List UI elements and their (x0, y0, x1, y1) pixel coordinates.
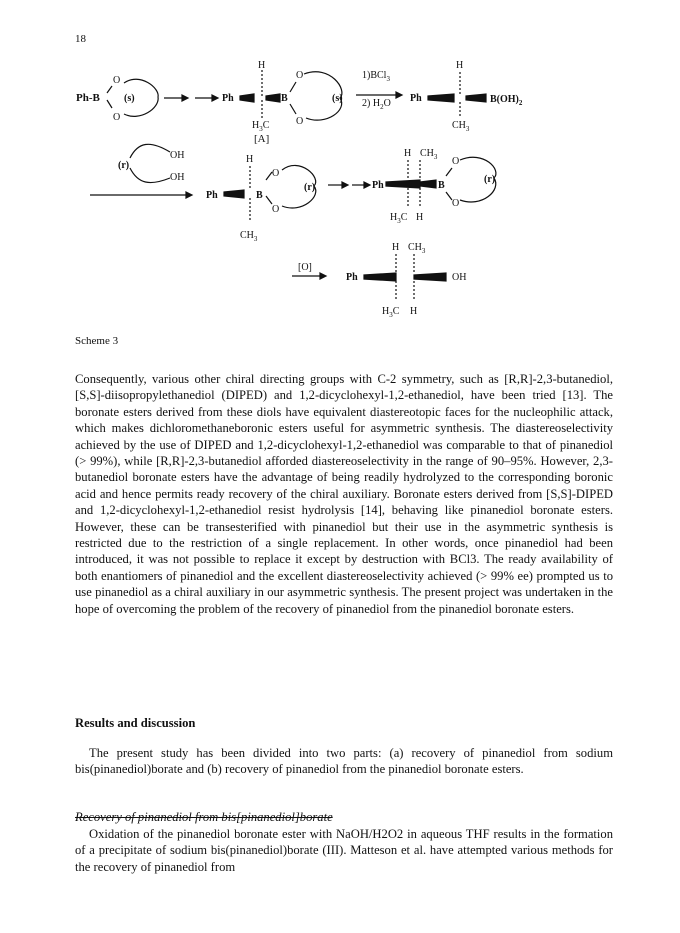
label-o: O (113, 75, 121, 86)
label-h3c: $H_3C$ (252, 120, 270, 133)
label-o: O (272, 204, 280, 215)
label-h: H (392, 242, 400, 253)
label-b: B (281, 93, 288, 104)
label-h3c: $H_3C$ (382, 306, 400, 319)
label-o: O (296, 116, 304, 127)
label-ph: Ph (372, 180, 384, 191)
label-h: H (246, 154, 254, 165)
label-o: O (452, 198, 460, 209)
label-o: O (272, 168, 280, 179)
compound-label-a: [A] (254, 133, 270, 145)
label-h: H (410, 306, 418, 317)
label-h: H (416, 212, 424, 223)
paragraph-3: Oxidation of the pinanediol boronate ester with NaOH/H2O2 in aqueous THF results in the formation of a precipitate of sodium bis(pinanediol)borate (III). Matteson et al. have attempted various methods for the recovery of pinanediol from (75, 827, 613, 874)
label-h3c: $H_3C$ (390, 212, 408, 225)
label-b: B (256, 190, 263, 201)
label-ch3: $CH_3$ (240, 230, 258, 243)
label-ch3: $CH_3$ (452, 120, 470, 133)
label-h: H (404, 148, 412, 159)
label-s: (s) (332, 93, 343, 104)
label-ph: Ph (222, 93, 234, 104)
label-o: O (113, 112, 121, 123)
label-ph: Ph (346, 272, 358, 283)
reagent-bcl3: 1)BCl$_3$ (362, 70, 390, 83)
reagent-h2o: 2) $H_2O$ (362, 98, 391, 111)
label-oh: OH (170, 150, 185, 161)
label-s: (s) (124, 93, 135, 104)
label-r: (r) (484, 174, 496, 185)
label-ph-b: Ph-B (76, 92, 100, 104)
label-o: O (452, 156, 460, 167)
label-h: H (258, 60, 266, 71)
subheading-recovery: Recovery of pinanediol from bis[pinanediol]borate (75, 810, 333, 824)
label-h: H (456, 60, 464, 71)
page-number: 18 (75, 33, 86, 45)
label-r: (r) (118, 160, 130, 171)
label-ch3: $CH_3$ (420, 148, 438, 161)
label-oxidant: [O] (298, 262, 312, 273)
label-boh2: $B(OH)_2$ (490, 94, 523, 107)
paragraph-2: The present study has been divided into two parts: (a) recovery of pinanediol from sodium bis(pinanediol)borate and (b) recovery of pinanediol from the pinanediol boronate esters. (75, 746, 613, 777)
scheme-caption: Scheme 3 (75, 335, 119, 347)
label-o: O (296, 70, 304, 81)
label-ph: Ph (410, 93, 422, 104)
label-ch3: $CH_3$ (408, 242, 426, 255)
label-oh: OH (170, 172, 185, 183)
label-oh: OH (452, 272, 467, 283)
reaction-scheme (0, 0, 680, 340)
label-r: (r) (304, 182, 316, 193)
results-heading: Results and discussion (75, 716, 196, 730)
paragraph-1: Consequently, various other chiral directing groups with C-2 symmetry, such as [R,R]-2,3-butanediol, [S,S]-diisopropylethanediol (DIPED) and 1,2-dicyclohexyl-1,2-ethanediol, have been tried [13]. The boronate esters derived from these diols have equivalent diastereotopic faces for the nucleophilic attack, which makes dichloromethaneboronic esters useful for asymmetric synthesis. The diastereoselectivity achieved by the use of DIPED and 1,2-dicyclohexyl-1,2-ethanediol was comparable to that of pinanediol (> 99%), while [R,R]-2,3-butanediol afforded diastereoselectivity in the range of 90–95%. However, 2,3-butanediol boronate esters have the advantage of being readily hydrolyzed to the corresponding boronic acid and hence permits ready recovery of the chiral auxiliary. Boronate esters derived from [S,S]-DIPED and 1,2-dicyclohexyl-1,2-ethanediol resist hydrolysis [14], behaving like pinanediol boronate esters. However, these can be transesterified with pinanediol but their use in the asymmetric synthesis is restricted due to the restriction of a single replacement. In other words, once pinanediol had been introduced, it was not possible to replace it except by destruction with BCl3. The ready availability of both enantiomers of pinanediol and the excellent diastereoselectivity achieved (> 99% ee) prompted us to use pinanediol as a chiral auxiliary in our asymmetric synthesis. The present project was undertaken in the hope of overcoming the problem of the recovery of pinanediol from the pinanediol boronate esters. (75, 372, 613, 616)
label-b: B (438, 180, 445, 191)
label-ph: Ph (206, 190, 218, 201)
